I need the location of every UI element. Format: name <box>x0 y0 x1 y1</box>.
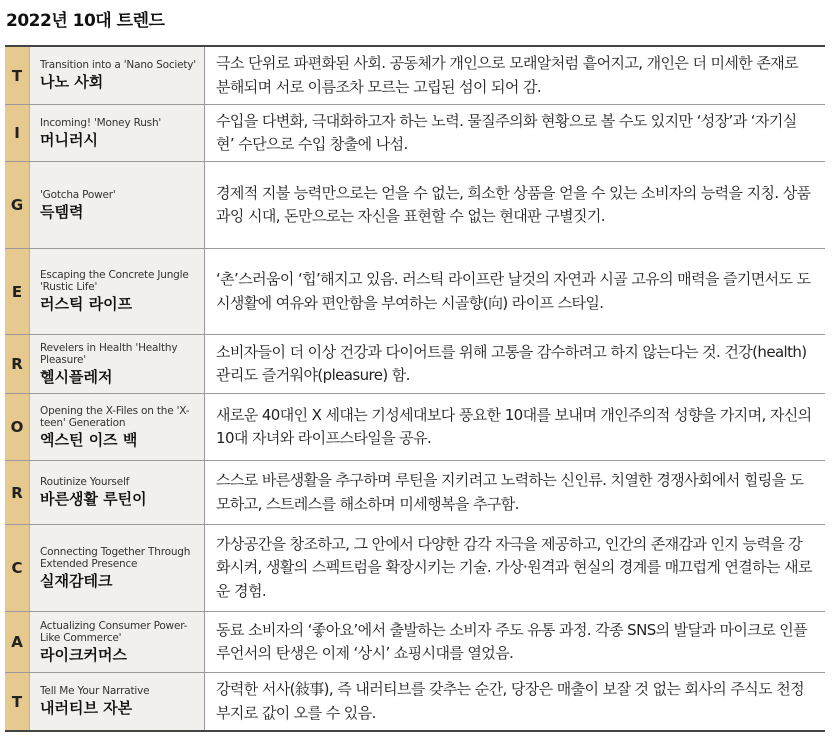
trend-description: 경제적 지불 능력만으로는 얻을 수 없는, 희소한 상품을 얻을 수 있는 소비자의 능력을 지칭. 상품 과잉 시대, 돈만으로는 자신을 표현할 수 없는 현대판 구별짓기. <box>216 183 811 225</box>
table-row <box>5 162 825 249</box>
trend-letter: C <box>5 525 30 611</box>
trend-label <box>30 525 205 611</box>
trend-letter: G <box>5 162 30 248</box>
table-row <box>5 461 825 525</box>
trend-english-name: Incoming! 'Money Rush' <box>40 116 162 129</box>
table-row <box>5 335 825 394</box>
trend-english-name: Tell Me Your Narrative <box>40 685 150 697</box>
trend-description: 가상공간을 창조하고, 그 안에서 다양한 감각 자극을 제공하고, 인간의 존재감과 인지 능력을 강화시켜, 생활의 스펙트럼을 확장시키는 기술. 가상·원격과 현실의 경계를 매끄럽게 연결하는 새로운 경험. <box>216 534 812 600</box>
trend-label <box>30 394 205 460</box>
trend-korean-name: 라이크커머스 <box>40 645 127 664</box>
table-row <box>5 394 825 461</box>
trends-table <box>5 45 825 732</box>
trend-english-name: Actualizing Consumer Power-Like Commerce' <box>40 619 188 644</box>
trend-label <box>30 335 205 393</box>
trend-description: 스스로 바른생활을 추구하며 루틴을 지키려고 노력하는 신인류. 치열한 경쟁사회에서 힐링을 도모하고, 스트레스를 해소하며 미세행복을 추구함. <box>216 471 804 513</box>
trend-english-name: 'Gotcha Power' <box>40 188 116 201</box>
table-row <box>5 673 825 732</box>
trend-description: 강력한 서사(敍事), 즉 내러티브를 갖추는 순간, 당장은 매출이 보잘 것 없는 회사의 주식도 천정부지로 값이 오를 수 있음. <box>216 680 804 722</box>
trend-english-name: Connecting Together Through Extended Presence <box>40 545 191 570</box>
trend-korean-name: 바른생활 루틴이 <box>40 490 147 508</box>
trend-label <box>30 673 205 730</box>
trend-korean-name: 헬시플레저 <box>40 367 113 386</box>
trend-letter: R <box>5 461 30 524</box>
table-row <box>5 612 825 673</box>
trend-korean-name: 나노 사회 <box>40 73 104 91</box>
table-row <box>5 525 825 612</box>
trend-korean-name: 득템력 <box>40 202 84 221</box>
trend-letter: O <box>5 394 30 460</box>
trend-english-name: Revelers in Health 'Healthy Pleasure' <box>40 341 178 366</box>
trend-english-name: Opening the X-Files on the 'X-teen' Generation <box>40 404 190 429</box>
trend-letter: A <box>5 612 30 672</box>
trend-letter: R <box>5 335 30 393</box>
trend-letter: I <box>5 105 30 161</box>
trend-letter: T <box>5 47 30 104</box>
page-title: 2022년 10대 트렌드 <box>6 11 165 31</box>
trend-description: 극소 단위로 파편화된 사회. 공동체가 개인으로 모래알처럼 흩어지고, 개인은 더 미세한 존재로 분해되며 서로 이름조차 모르는 고립된 섬이 되어 감. <box>216 54 799 96</box>
trend-korean-name: 머니러시 <box>40 130 98 149</box>
trend-korean-name: 엑스틴 이즈 백 <box>40 430 138 449</box>
trend-korean-name: 러스틱 라이프 <box>40 295 133 313</box>
table-row <box>5 249 825 335</box>
trend-english-name: Routinize Yourself <box>40 476 130 488</box>
trend-label <box>30 105 205 161</box>
trend-letter: E <box>5 249 30 334</box>
trend-label <box>30 461 205 524</box>
trend-letter: T <box>5 673 30 730</box>
trend-label <box>30 249 205 334</box>
trend-description: 수입을 다변화, 극대화하고자 하는 노력. 물질주의화 현황으로 볼 수도 있지만 ‘성장’과 ‘자기실현’ 수단으로 수입 창출에 나섬. <box>216 111 797 153</box>
trend-description: 소비자들이 더 이상 건강과 다이어트를 위해 고통을 감수하려고 하지 않는다는 것. 건강(health) 관리도 즐거워야(pleasure) 함. <box>216 342 807 384</box>
table-row <box>5 47 825 105</box>
trend-korean-name: 내러티브 자본 <box>40 699 133 717</box>
trend-description: 새로운 40대인 X 세대는 기성세대보다 풍요한 10대를 보내며 개인주의적 성향을 가지며, 자신의 10대 자녀와 라이프스타일을 공유. <box>216 405 812 447</box>
trend-label <box>30 47 205 104</box>
table-row <box>5 105 825 162</box>
trend-description: 동료 소비자의 ‘좋아요’에서 출발하는 소비자 주도 유통 과정. 각종 SNS의 발달과 마이크로 인플루언서의 탄생은 이제 ‘상시’ 쇼핑시대를 열었음. <box>216 620 808 662</box>
trend-english-name: Escaping the Concrete Jungle 'Rustic Life' <box>40 269 189 293</box>
trend-description: ‘촌’스러움이 ‘힙’해지고 있음. 러스틱 라이프란 날것의 자연과 시골 고유의 매력을 즐기면서도 도시생활에 여유와 편안함을 부여하는 시골향(向) 라이프 스타일. <box>216 270 811 312</box>
trend-korean-name: 실재감테크 <box>40 571 113 590</box>
trend-label <box>30 612 205 672</box>
trend-english-name: Transition into a 'Nano Society' <box>40 59 196 71</box>
trend-label <box>30 162 205 248</box>
